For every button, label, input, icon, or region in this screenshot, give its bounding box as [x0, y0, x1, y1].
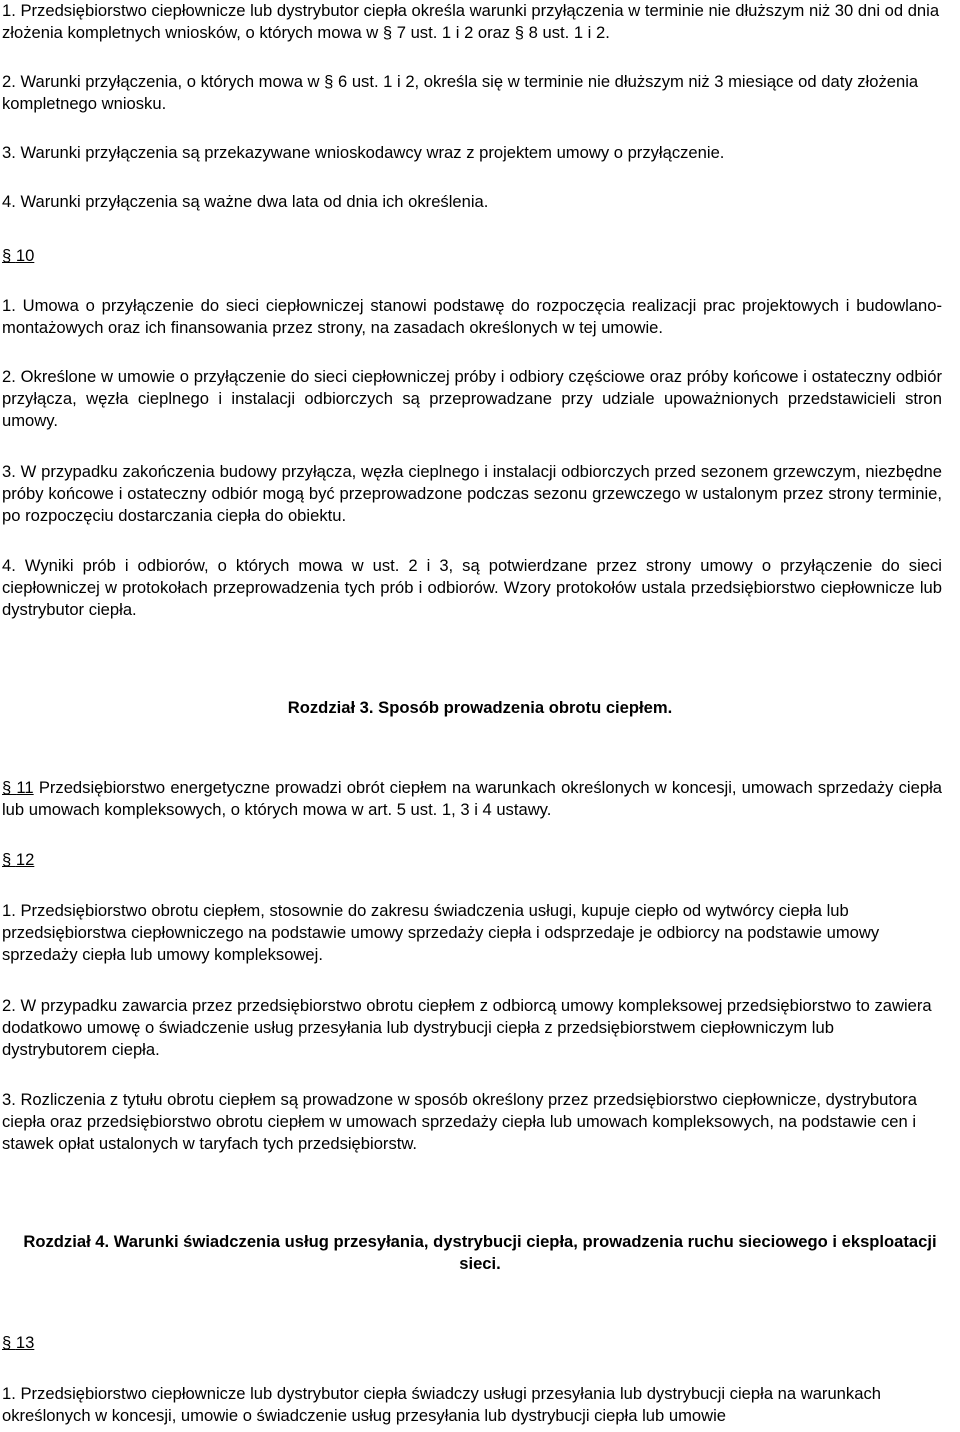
paragraph-10-2: 2. Określone w umowie o przyłączenie do sieci ciepłowniczej próby i odbiory częściowe oraz próby końcowe i ostateczny odbiór przyłącza, węzła cieplnego i instalacji odbiorczych są przeprowadzane przy udziale upoważnionych przedstawicieli stron umowy. — [2, 367, 942, 430]
paragraph-12-2: 2. W przypadku zawarcia przez przedsiębiorstwo obrotu ciepłem z odbiorcą umowy kompleksowej przedsiębiorstwo to zawiera dodatkowo umowę o świadczenie usług przesyłania lub dystrybucji ciepła z przedsiębiorstwem ciepłowniczym lub dystrybutorem ciepła. — [2, 996, 932, 1059]
paragraph-10-1: 1. Umowa o przyłączenie do sieci ciepłowniczej stanowi podstawę do rozpoczęcia realizacji prac projektowych i budowlano-montażowych oraz ich finansowania przez strony, na zasadach określonych w tej umowie. — [2, 296, 942, 337]
paragraph-10-3: 3. W przypadku zakończenia budowy przyłącza, węzła cieplnego i instalacji odbiorczych przed sezonem grzewczym, niezbędne próby końcowe i ostateczny odbiór mogą być przeprowadzone podczas sezonu grzewczego w ustalonym przez strony terminie, po rozpoczęciu dostarczania ciepła do obiektu. — [2, 462, 942, 525]
paragraph-11 — [2, 777, 942, 821]
paragraph-12-1: 1. Przedsiębiorstwo obrotu ciepłem, stosownie do zakresu świadczenia usługi, kupuje ciepło od wytwórcy ciepła lub przedsiębiorstwa ciepłowniczego na podstawie umowy sprzedaży ciepła i odsprzedaje je odbiorcy na podstawie umowy sprzedaży ciepła lub umowy kompleksowej. — [2, 901, 880, 964]
chapter-3-heading: Rozdział 3. Sposób prowadzenia obrotu ciepłem. — [287, 698, 673, 717]
section-12-number: 12 — [15, 850, 35, 869]
paragraph-9-4: 4. Warunki przyłączenia są ważne dwa lata od dnia ich określenia. — [2, 192, 489, 211]
section-12-heading: § 12 — [2, 850, 35, 869]
section-13-number: 13 — [15, 1333, 35, 1352]
paragraph-9-2: 2. Warunki przyłączenia, o których mowa w § 6 ust. 1 i 2, określa się w terminie nie dłuższym niż 3 miesiące od daty złożenia kompletnego wniosku. — [2, 72, 919, 113]
section-11-number: § 11 — [2, 778, 34, 797]
paragraph-10-4: 4. Wyniki prób i odbiorów, o których mowa w ust. 2 i 3, są potwierdzane przez strony umowy o przyłączenie do sieci ciepłowniczej w protokołach przeprowadzenia tych prób i odbiorów. Wzory protokołów ustala przedsiębiorstwo ciepłownicze lub dystrybutor ciepła. — [2, 556, 942, 619]
paragraph-9-1: 1. Przedsiębiorstwo ciepłownicze lub dystrybutor ciepła określa warunki przyłączenia w terminie nie dłuższym niż 30 dni od dnia złożenia kompletnych wniosków, o których mowa w § 7 ust. 1 i 2 oraz § 8 ust. 1 i 2. — [2, 1, 940, 42]
section-13-heading: § 13 — [2, 1333, 35, 1352]
paragraph-9-3: 3. Warunki przyłączenia są przekazywane wnioskodawcy wraz z projektem umowy o przyłączenie. — [2, 143, 725, 162]
chapter-4-heading: Rozdział 4. Warunki świadczenia usług przesyłania, dystrybucji ciepła, prowadzenia ruchu sieciowego i eksploatacji sieci. — [23, 1232, 937, 1273]
paragraph-13-1: 1. Przedsiębiorstwo ciepłownicze lub dystrybutor ciepła świadczy usługi przesyłania lub dystrybucji ciepła na warunkach określonych w koncesji, umowie o świadczenie usług przesyłania lub dystrybucji ciepła lub umowie — [2, 1384, 881, 1425]
section-10-number: 10 — [15, 246, 35, 265]
paragraph-11-text: Przedsiębiorstwo energetyczne prowadzi obrót ciepłem na warunkach określonych w koncesji, umowach sprzedaży ciepła lub umowach kompleksowych, o których mowa w art. 5 ust. 1, 3 i 4 ustawy. — [2, 778, 942, 819]
paragraph-12-3: 3. Rozliczenia z tytułu obrotu ciepłem są prowadzone w sposób określony przez przedsiębiorstwo ciepłownicze, dystrybutora ciepła oraz przedsiębiorstwo obrotu ciepłem w umowach sprzedaży ciepła lub umowach kompleksowych, na podstawie cen i stawek opłat ustalonych w taryfach tych przedsiębiorstw. — [2, 1090, 917, 1153]
section-10-heading: § 10 — [2, 246, 35, 265]
